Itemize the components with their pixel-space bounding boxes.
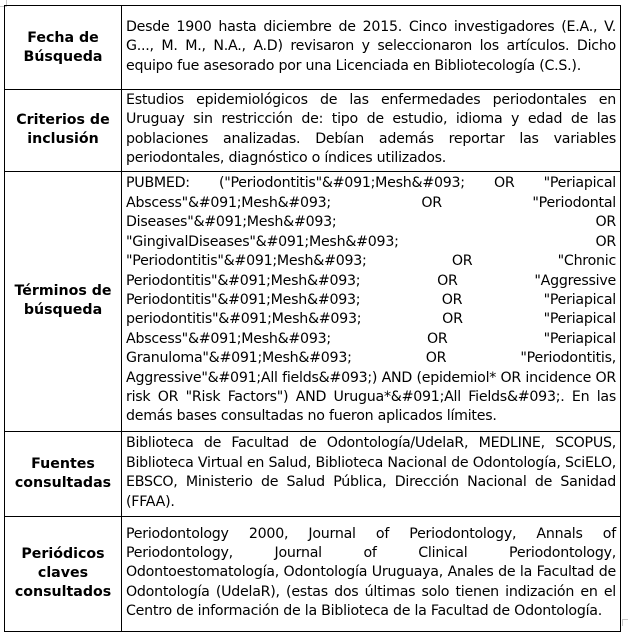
table-row-periodicos-claves	[5, 516, 621, 631]
table-row-criterios-inclusion	[5, 90, 621, 172]
row-content: Periodontology 2000, Journal of Periodontology, Annals of Periodontology, Journal of Clinical Periodontology, Odontoestomatología, Odontología Uruguaya, Anales de la Facultad de Odontología (UdelaR), (estas dos últimas solo tienen indización en el Centro de información de la Biblioteca de la Facultad de Odontología.	[122, 516, 621, 631]
table-row-fecha-busqueda	[5, 6, 621, 90]
row-content: PUBMED: ("Periodontitis"&#091;Mesh&#093; OR "Periapical Abscess"&#091;Mesh&#093; OR "Periodontal Diseases"&#091;Mesh&#093; OR "GingivalDiseases"&#091;Mesh&#093; OR "Periodontitis"&#091;Mesh&#093; OR "Chronic Periodontitis"&#091;Mesh&#093; OR "Aggressive Periodontitis"&#091;Mesh&#093; OR "Periapical periodontitis"&#091;Mesh&#093; OR "Periapical Abscess"&#091;Mesh&#093; OR "Periapical Granuloma"&#091;Mesh&#093; OR "Periodontitis, Aggressive"&#091;All fields&#093;) AND (epidemiol* OR incidence OR risk OR "Risk Factors") AND Urugua*&#091;All Fields&#093;. En las demás bases consultadas no fueron aplicados límites.	[122, 171, 621, 431]
row-label: Criterios de inclusión	[5, 90, 122, 172]
row-label: Fuentes consultadas	[5, 431, 122, 516]
row-content: Desde 1900 hasta diciembre de 2015. Cinco investigadores (E.A., V. G..., M. M., N.A., A.D) revisaron y seleccionaron los artículos. Dicho equipo fue asesorado por una Licenciada en Bibliotecología (C.S.).	[122, 6, 621, 90]
page-corner-mark-bottom-right	[622, 619, 628, 626]
table-row-terminos-busqueda	[5, 171, 621, 431]
table-row-fuentes-consultadas	[5, 431, 621, 516]
search-strategy-table	[4, 5, 621, 632]
row-label: Periódicos claves consultados	[5, 516, 122, 631]
row-content: Biblioteca de Facultad de Odontología/UdelaR, MEDLINE, SCOPUS, Biblioteca Virtual en Salud, Biblioteca Nacional de Odontología, SciELO, EBSCO, Ministerio de Salud Pública, Dirección Nacional de Sanidad (FFAA).	[122, 431, 621, 516]
row-label: Fecha de Búsqueda	[5, 6, 122, 90]
row-content: Estudios epidemiológicos de las enfermedades periodontales en Uruguay sin restricción de: tipo de estudio, idioma y edad de las poblaciones analizadas. Debían además reportar las variables periodontales, diagnóstico o índices utilizados.	[122, 90, 621, 172]
row-label: Términos de búsqueda	[5, 171, 122, 431]
